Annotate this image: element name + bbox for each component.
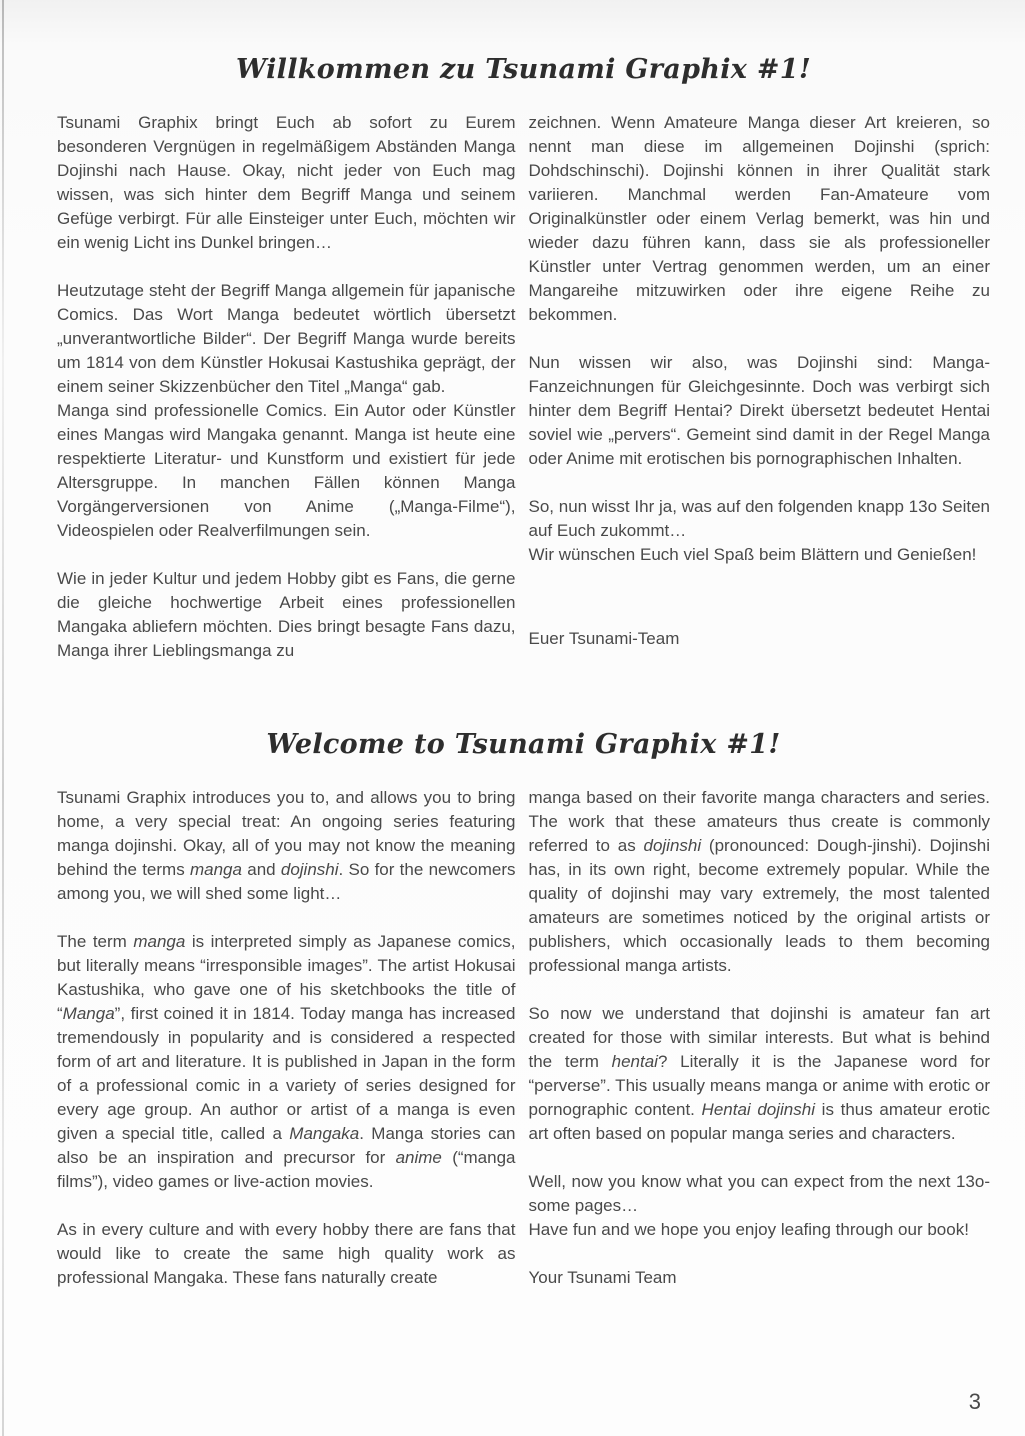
paragraph xyxy=(57,1218,516,1290)
text-run: . Manga stories can also be an inspiration and precursor for xyxy=(57,1124,516,1167)
text-run: So now we understand that dojinshi is amateur fan art created for those with similar interests. But what is behind the term xyxy=(528,1004,990,1071)
text-run: Heutzutage steht der Begriff Manga allgemein für japanische Comics. Das Wort Manga bedeutet wörtlich übersetzt „unverantwortliche Bilder“. Der Begriff Manga wurde bereits um 1814 von dem Künstler Hokusai Kastushika geprägt, der einem seiner Skizzenbücher den Titel „Manga“ gab. xyxy=(57,281,516,396)
text-run: ”, first coined it in 1814. Today manga has increased tremendously in popularity and is considered a respected form of art and literature. It is published in Japan in the form of a professional comic in a variety of series designed for every age group. An author or artist of a manga is even given a special title, called a xyxy=(57,1004,516,1143)
text-run: and xyxy=(241,860,281,879)
text-run: So, nun wisst Ihr ja, was auf den folgenden knapp 13o Seiten auf Euch zukommt… xyxy=(528,497,990,540)
paragraph xyxy=(529,543,991,567)
paragraph xyxy=(529,1218,991,1242)
text-run: Euer Tsunami-Team xyxy=(528,629,680,648)
italic-text: dojinshi xyxy=(280,860,339,879)
paragraph xyxy=(57,279,516,399)
text-run: (“manga films”), video games or live-action movies. xyxy=(57,1148,516,1191)
paragraph xyxy=(529,1266,991,1290)
text-run: Wir wünschen Euch viel Spaß beim Blättern und Genießen! xyxy=(528,545,977,564)
text-run: Nun wissen wir also, was Dojinshi sind: Manga-Fanzeichnungen für Gleichgesinnte. Doch was verbirgt sich hinter dem Begriff Hentai? Direkt übersetzt bedeutet Hentai soviel wie „pervers“. Gemeint sind damit in der Regel Manga oder Anime mit erotischen bis pornographischen Inhalten. xyxy=(528,353,990,468)
text-run: Well, now you know what you can expect from the next 13o-some pages… xyxy=(528,1172,990,1215)
page-number: 3 xyxy=(968,1389,981,1414)
italic-text: Mangaka xyxy=(289,1124,360,1143)
german-columns xyxy=(57,111,990,663)
italic-text: Manga xyxy=(62,1004,115,1023)
paragraph xyxy=(529,1170,991,1218)
german-page-title: Willkommen zu Tsunami Graphix #1! xyxy=(235,54,812,85)
italic-text: Hentai dojinshi xyxy=(701,1100,815,1119)
text-run: Tsunami Graphix bringt Euch ab sofort zu Eurem besonderen Vergnügen in regelmäßigem Abständen Manga Dojinshi nach Hause. Okay, nicht jeder von Euch mag wissen, was sich hinter dem Begriff Manga und seinem Gefüge verbirgt. Für alle Einsteiger unter Euch, möchten wir ein wenig Licht ins Dunkel bringen… xyxy=(57,113,516,252)
paragraph xyxy=(57,786,516,906)
paragraph xyxy=(57,111,516,255)
text-run: is thus amateur erotic art often based on popular manga series and characters. xyxy=(528,1100,990,1143)
text-run: The term xyxy=(57,932,134,951)
text-run: Tsunami Graphix introduces you to, and allows you to bring home, a very special treat: An ongoing series featuring manga dojinshi. Okay, all of you may not know the meaning behind the terms xyxy=(57,788,516,879)
text-run: Your Tsunami Team xyxy=(528,1268,677,1287)
text-run: (pronounced: Dough-jinshi). Dojinshi has, in its own right, become extremely popular. While the quality of dojinshi may vary extremely, the most talented amateurs are sometimes noticed by the original artists or publishers, which occasionally leads to them becoming professional manga artists. xyxy=(528,836,990,975)
paragraph xyxy=(529,627,991,651)
text-run: manga based on their favorite manga characters and series. The work that these amateurs thus create is commonly referred to as xyxy=(528,788,990,855)
text-run: Have fun and we hope you enjoy leafing through our book! xyxy=(528,1220,969,1239)
text-run: As in every culture and with every hobby there are fans that would like to create the same high quality work as professional Mangaka. These fans naturally create xyxy=(57,1220,516,1287)
english-section xyxy=(57,663,990,1290)
paragraph xyxy=(529,351,991,471)
english-left-column xyxy=(57,786,516,1290)
text-run: ? Literally it is the Japanese word for “perverse”. This usually means manga or anime with erotic or pornographic content. xyxy=(528,1052,990,1119)
italic-text: hentai xyxy=(611,1052,658,1071)
paragraph xyxy=(57,399,516,543)
paragraph xyxy=(529,111,991,327)
text-run: zeichnen. Wenn Amateure Manga dieser Art kreieren, so nennt man diese im allgemeinen Dojinshi (sprich: Dohdschinschi). Dojinshi können in ihrer Qualität stark variieren. Manchmal werden Fan-Amateure vom Originalkünstler oder einem Verlag bemerkt, was hin und wieder dazu führen kann, dass sie als professioneller Künstler unter Vertrag genommen werden, um an einer Mangareihe mitzuwirken oder ihre eigene Reihe zu bekommen. xyxy=(528,113,990,324)
german-section xyxy=(57,0,990,663)
scan-edge-artifact xyxy=(2,0,4,1436)
text-run: is interpreted simply as Japanese comics, but literally means “irresponsible images”. The artist Hokusai Kastushika, who gave one of his sketchbooks the title of “ xyxy=(57,932,516,1023)
english-page-title: Welcome to Tsunami Graphix #1! xyxy=(266,729,781,760)
text-run: Wie in jeder Kultur und jedem Hobby gibt es Fans, die gerne die gleiche hochwertige Arbeit eines professionellen Mangaka abliefern möchten. Dies bringt besagte Fans dazu, Manga ihrer Lieblingsmanga zu xyxy=(57,569,516,660)
italic-text: anime xyxy=(395,1148,442,1167)
paragraph xyxy=(529,786,991,978)
german-left-column xyxy=(57,111,516,663)
english-columns xyxy=(57,786,990,1290)
italic-text: dojinshi xyxy=(643,836,702,855)
text-run: Manga sind professionelle Comics. Ein Autor oder Künstler eines Mangas wird Mangaka genannt. Manga ist heute eine respektierte Literatur- und Kunstform und existiert für jede Altersgruppe. In manchen Fällen können Manga Vorgängerversionen von Anime („Manga-Filme“), Videospielen oder Realverfilmungen sein. xyxy=(57,401,516,540)
paragraph xyxy=(57,930,516,1194)
paragraph xyxy=(529,1002,991,1146)
paragraph xyxy=(57,567,516,663)
italic-text: manga xyxy=(189,860,242,879)
german-right-column xyxy=(529,111,991,663)
paragraph xyxy=(529,495,991,543)
english-right-column xyxy=(529,786,991,1290)
italic-text: manga xyxy=(133,932,186,951)
text-run: . So for the newcomers among you, we will shed some light… xyxy=(57,860,516,903)
